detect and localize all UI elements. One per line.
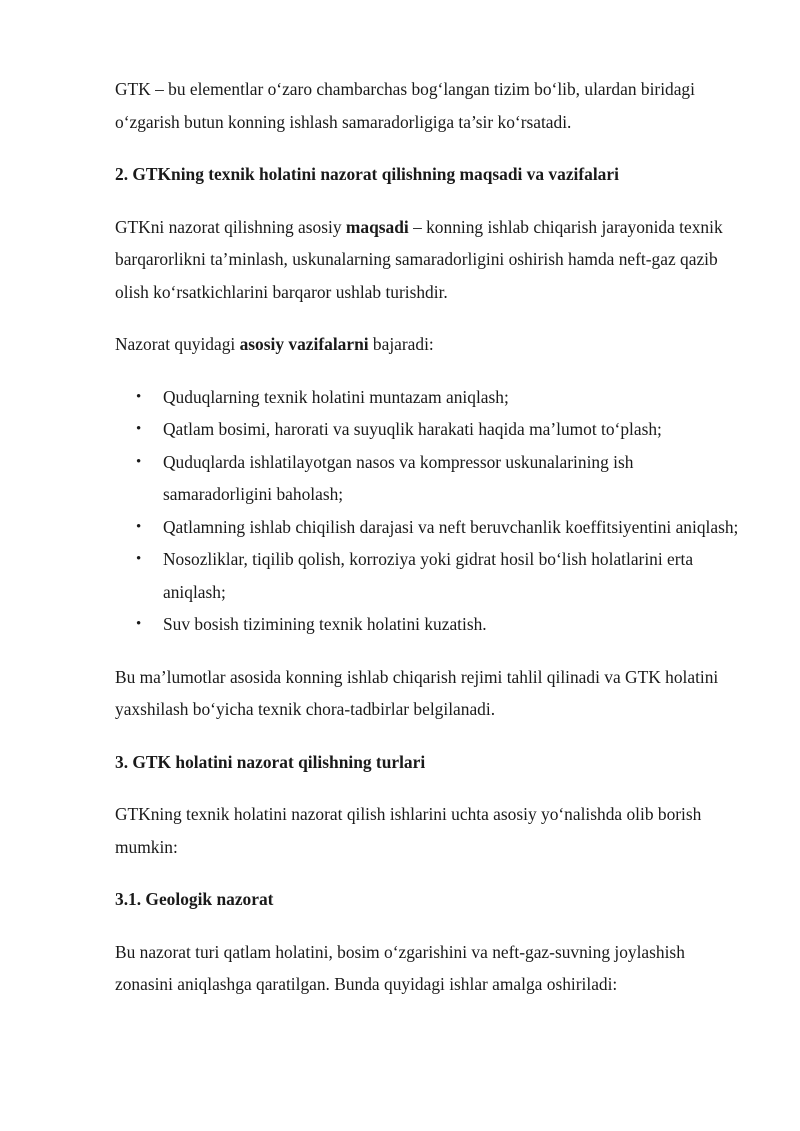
bullet-icon: •: [136, 518, 142, 535]
bullet-icon: •: [136, 616, 142, 632]
tasks-list: [115, 381, 745, 641]
types-paragraph: GTKning texnik holatini nazorat qilish ishlarini uchta asosiy yo‘nalishda olib borish mumkin:: [115, 804, 702, 857]
list-item: [115, 446, 745, 511]
bullet-icon: •: [136, 388, 142, 405]
section-3-1-heading: 3.1. Geologik nazorat: [115, 889, 274, 909]
list-item-text: Qatlam bosimi, harorati va suyuqlik harakati haqida ma’lumot to‘plash;: [163, 419, 662, 439]
section-2-heading: 2. GTKning texnik holatini nazorat qilishning maqsadi va vazifalari: [115, 164, 619, 184]
goal-keyword: maqsadi: [345, 216, 409, 237]
list-item: [115, 608, 745, 641]
list-item: [115, 413, 745, 446]
list-item-text: Nosozliklar, tiqilib qolish, korroziya yoki gidrat hosil bo‘lish holatlarini erta aniqlash;: [163, 549, 694, 602]
tasks-text-end: bajaradi:: [368, 334, 434, 354]
conclusion-paragraph: Bu ma’lumotlar asosida konning ishlab chiqarish rejimi tahlil qilinadi va GTK holatini yaxshilash bo‘yicha texnik chora-tadbirlar belgilanadi.: [115, 666, 719, 719]
bullet-icon: •: [136, 551, 142, 567]
bullet-icon: •: [136, 453, 142, 470]
goal-text-start: GTKni nazorat qilishning asosiy: [115, 216, 346, 237]
intro-paragraph: GTK – bu elementlar o‘zaro chambarchas bog‘langan tizim bo‘lib, ulardan biridagi o‘zgarish butun konning ishlash samaradorligiga ta’sir ko‘rsatadi.: [115, 79, 695, 132]
document-page: [115, 73, 745, 1021]
list-item-text: Quduqlarning texnik holatini muntazam aniqlash;: [163, 386, 509, 407]
geology-paragraph: Bu nazorat turi qatlam holatini, bosim o‘zgarishini va neft-gaz-suvning joylashish zonasini aniqlashga qaratilgan. Bunda quyidagi ishlar amalga oshiriladi:: [115, 941, 685, 994]
goal-text-end: – konning ishlab chiqarish jarayonida texnik barqarorlikni ta’minlash, uskunalarning samaradorligini oshirish hamda neft-gaz qazib olish ko‘rsatkichlarini barqaror ushlab turishdir.: [115, 216, 723, 302]
goal-paragraph: [115, 211, 745, 309]
tasks-text-start: Nazorat quyidagi: [115, 334, 240, 354]
list-item-text: Qatlamning ishlab chiqilish darajasi va neft beruvchanlik koeffitsiyentini aniqlash;: [163, 516, 739, 537]
list-item: [115, 381, 745, 414]
section-3-heading: 3. GTK holatini nazorat qilishning turlari: [115, 751, 426, 772]
list-item-text: Quduqlarda ishlatilayotgan nasos va kompressor uskunalarining ish samaradorligini baholash;: [163, 451, 634, 504]
list-item: [115, 543, 745, 608]
tasks-keyword: asosiy vazifalarni: [239, 334, 369, 354]
bullet-icon: •: [136, 421, 142, 437]
list-item: [115, 511, 745, 544]
tasks-intro-paragraph: [115, 328, 745, 361]
list-item-text: Suv bosish tizimining texnik holatini kuzatish.: [163, 614, 487, 634]
